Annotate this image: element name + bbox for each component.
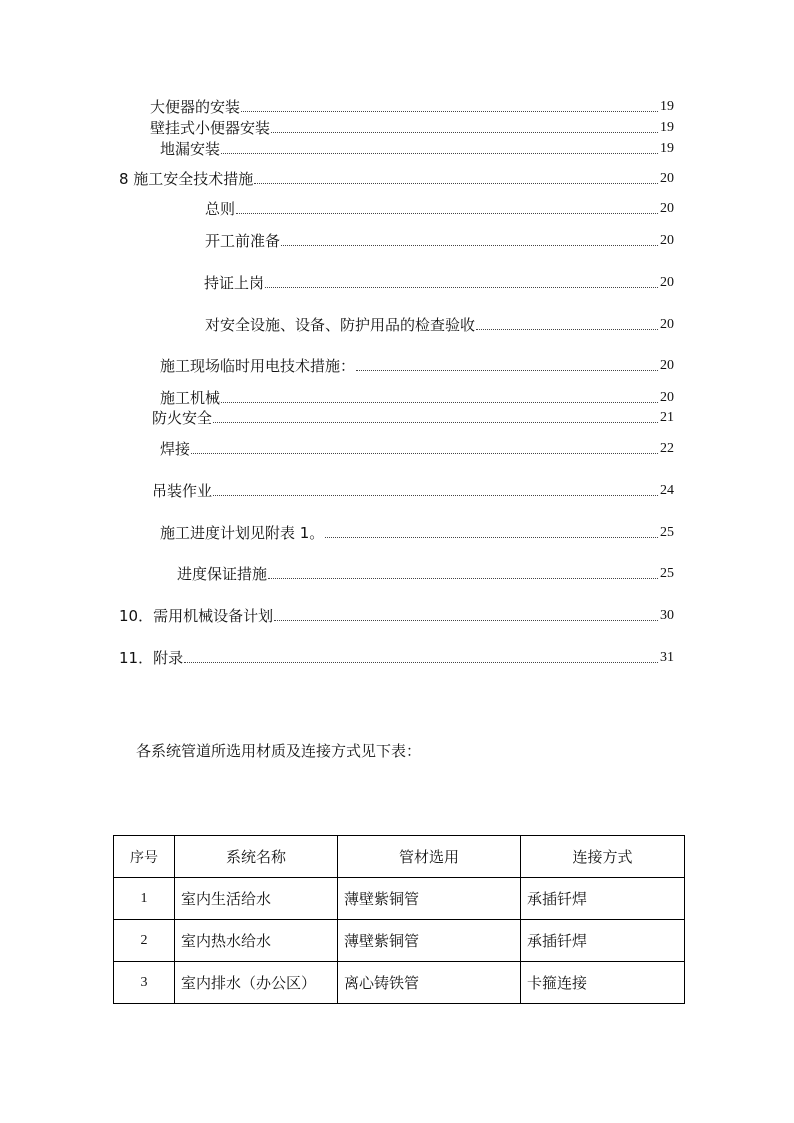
- toc-entry[interactable]: [177, 563, 674, 585]
- table-header-row: [114, 836, 685, 878]
- toc-leader-dots: [254, 183, 658, 184]
- toc-entry[interactable]: [119, 168, 674, 190]
- toc-entry-page: 31: [660, 650, 674, 665]
- toc-entry-page: 25: [660, 525, 674, 540]
- column-header-pipe: 管材选用: [338, 836, 521, 878]
- toc-entry[interactable]: [205, 198, 674, 220]
- cell-pipe: 薄壁紫铜管: [338, 878, 521, 920]
- cell-number: 3: [114, 962, 175, 1004]
- toc-entry[interactable]: [204, 272, 674, 294]
- toc-entry-page: 20: [660, 201, 674, 216]
- cell-connection: 卡箍连接: [521, 962, 685, 1004]
- toc-entry-title: 10．需用机械设备计划: [119, 607, 274, 625]
- toc-entry-page: 20: [660, 171, 674, 186]
- toc-entry[interactable]: [205, 314, 674, 336]
- toc-entry[interactable]: [160, 138, 674, 160]
- toc-entry-page: 20: [660, 317, 674, 332]
- cell-number: 1: [114, 878, 175, 920]
- toc-entry[interactable]: [150, 117, 674, 139]
- toc-leader-dots: [241, 111, 658, 112]
- toc-entry-title: 8 施工安全技术措施: [119, 170, 254, 188]
- cell-connection: 承插钎焊: [521, 878, 685, 920]
- toc-entry-page: 20: [660, 390, 674, 405]
- table-row: [114, 962, 685, 1004]
- toc-leader-dots: [281, 245, 658, 246]
- toc-leader-dots: [184, 662, 658, 663]
- toc-entry[interactable]: [160, 522, 674, 544]
- toc-entry-page: 25: [660, 566, 674, 581]
- intro-paragraph: 各系统管道所选用材质及连接方式见下表：: [136, 742, 422, 760]
- toc-leader-dots: [221, 402, 658, 403]
- toc-entry[interactable]: [152, 480, 674, 502]
- toc-entry-title: 施工现场临时用电技术措施：: [160, 357, 356, 375]
- cell-number: 2: [114, 920, 175, 962]
- toc-leader-dots: [236, 213, 658, 214]
- cell-system: 室内热水给水: [175, 920, 338, 962]
- column-header-system: 系统名称: [175, 836, 338, 878]
- toc-entry-title: 开工前准备: [205, 232, 281, 250]
- toc-entry[interactable]: [150, 96, 674, 118]
- toc-entry[interactable]: [160, 355, 674, 377]
- toc-entry-title: 大便器的安装: [150, 98, 241, 116]
- table-row: [114, 878, 685, 920]
- toc-leader-dots: [213, 495, 658, 496]
- column-header-connection: 连接方式: [521, 836, 685, 878]
- toc-entry-title: 施工进度计划见附表 1。: [160, 524, 325, 542]
- toc-entry[interactable]: [160, 438, 674, 460]
- toc-leader-dots: [325, 537, 658, 538]
- toc-entry-title: 防火安全: [152, 409, 213, 427]
- toc-entry-page: 24: [660, 483, 674, 498]
- toc-leader-dots: [213, 422, 658, 423]
- toc-entry-title: 11．附录: [119, 649, 184, 667]
- toc-entry-title: 总则: [205, 200, 236, 218]
- toc-entry-title: 吊装作业: [152, 482, 213, 500]
- toc-entry-title: 壁挂式小便器安装: [150, 119, 271, 137]
- toc-leader-dots: [476, 329, 658, 330]
- toc-entry[interactable]: [119, 647, 674, 669]
- toc-leader-dots: [191, 453, 658, 454]
- pipe-material-table: [113, 835, 685, 1004]
- toc-entry[interactable]: [152, 407, 674, 429]
- table-row: [114, 920, 685, 962]
- cell-pipe: 离心铸铁管: [338, 962, 521, 1004]
- toc-entry-title: 焊接: [160, 440, 191, 458]
- toc-entry-title: 地漏安装: [160, 140, 221, 158]
- toc-leader-dots: [265, 287, 658, 288]
- toc-entry-page: 20: [660, 233, 674, 248]
- toc-entry[interactable]: [205, 230, 674, 252]
- cell-connection: 承插钎焊: [521, 920, 685, 962]
- toc-entry-title: 对安全设施、设备、防护用品的检查验收: [205, 316, 476, 334]
- toc-entry-page: 20: [660, 275, 674, 290]
- toc-entry-page: 22: [660, 441, 674, 456]
- toc-entry-page: 20: [660, 358, 674, 373]
- toc-entry[interactable]: [160, 387, 674, 409]
- toc-leader-dots: [271, 132, 658, 133]
- toc-entry-page: 21: [660, 410, 674, 425]
- toc-leader-dots: [268, 578, 658, 579]
- toc-entry[interactable]: [119, 605, 674, 627]
- cell-system: 室内生活给水: [175, 878, 338, 920]
- cell-pipe: 薄壁紫铜管: [338, 920, 521, 962]
- toc-leader-dots: [356, 370, 658, 371]
- toc-entry-page: 19: [660, 120, 674, 135]
- toc-entry-page: 19: [660, 141, 674, 156]
- toc-leader-dots: [274, 620, 658, 621]
- toc-leader-dots: [221, 153, 658, 154]
- column-header-number: 序号: [114, 836, 175, 878]
- toc-entry-title: 持证上岗: [204, 274, 265, 292]
- toc-entry-title: 施工机械: [160, 389, 221, 407]
- cell-system: 室内排水（办公区）: [175, 962, 338, 1004]
- toc-entry-page: 19: [660, 99, 674, 114]
- toc-entry-page: 30: [660, 608, 674, 623]
- toc-entry-title: 进度保证措施: [177, 565, 268, 583]
